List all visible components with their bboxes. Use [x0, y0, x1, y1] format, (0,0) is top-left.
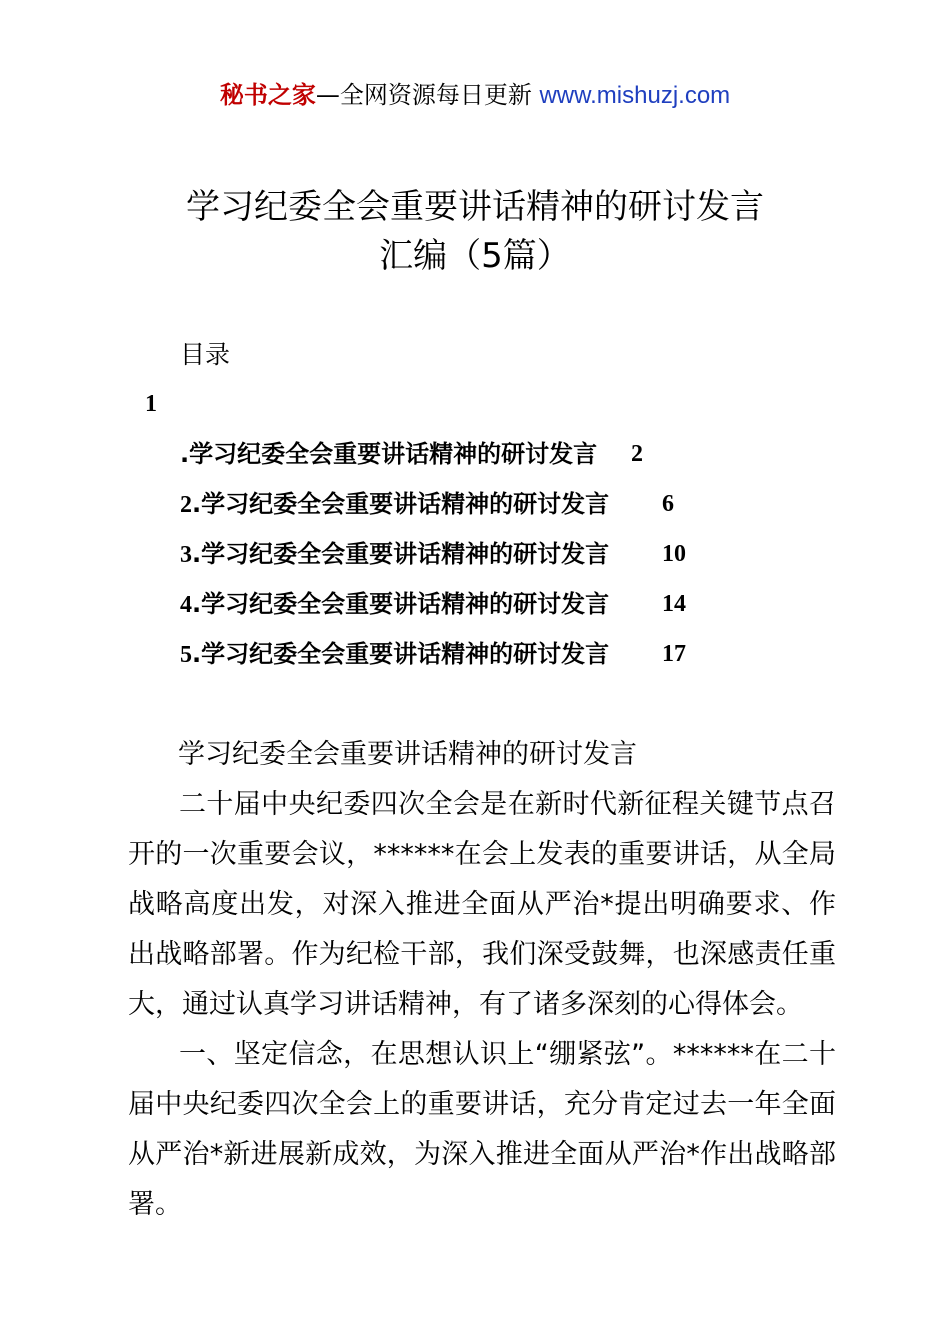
toc-entry-page: 2 [631, 441, 643, 467]
toc-entry[interactable] [180, 487, 674, 522]
toc-entry-page: 6 [662, 491, 674, 517]
site-brand: 秘书之家 [219, 81, 316, 109]
document-title-line-2: 汇编（5篇） [379, 236, 571, 276]
toc-entry[interactable] [180, 637, 686, 672]
toc-entry[interactable] [180, 537, 686, 572]
toc-entry-text: .学习纪委全会重要讲话精神的研讨发言 [192, 640, 610, 668]
toc-entry-number: 5 [180, 642, 192, 668]
toc-entry-page: 10 [662, 541, 686, 567]
toc-entry-page: 14 [662, 591, 686, 617]
toc-entry-text: .学习纪委全会重要讲话精神的研讨发言 [192, 540, 610, 568]
body-paragraph: 二十届中央纪委四次全会是在新时代新征程关键节点召开的一次重要会议，******在会上发表的重要讲话，从全局战略高度出发，对深入推进全面从严治*提出明确要求、作出战略部署。作为纪检干部，我们深受鼓舞，也深感责任重大，通过认真学习讲话精神，有了诸多深刻的心得体会。 [128, 789, 836, 1020]
toc-entry[interactable] [180, 437, 643, 472]
site-url-link[interactable]: www.mishuzj.com [539, 82, 731, 109]
toc-entry-text: .学习纪委全会重要讲话精神的研讨发言 [192, 590, 610, 618]
toc-entry-number: 2 [180, 492, 192, 518]
toc-entry-number: 3 [180, 542, 192, 568]
toc-heading: 目录 [180, 340, 231, 369]
body-paragraph: 一、坚定信念，在思想认识上“绷紧弦”。******在二十届中央纪委四次全会上的重要讲话，充分肯定过去一年全面从严治*新进展新成效，为深入推进全面从严治*作出战略部署。 [128, 1039, 836, 1220]
document-title-line-1: 学习纪委全会重要讲话精神的研讨发言 [186, 187, 764, 227]
toc-entry-number: 4 [180, 592, 192, 618]
toc-entry-text: .学习纪委全会重要讲话精神的研讨发言 [192, 490, 610, 518]
toc-entry-text: .学习纪委全会重要讲话精神的研讨发言 [180, 440, 598, 468]
toc-entry[interactable] [180, 587, 686, 622]
site-tagline: —全网资源每日更新 [315, 81, 540, 109]
section-title: 学习纪委全会重要讲话精神的研讨发言 [178, 739, 637, 770]
site-header [0, 78, 950, 113]
toc-entry-page: 17 [662, 641, 686, 667]
toc-orphan-number: 1 [145, 391, 157, 417]
